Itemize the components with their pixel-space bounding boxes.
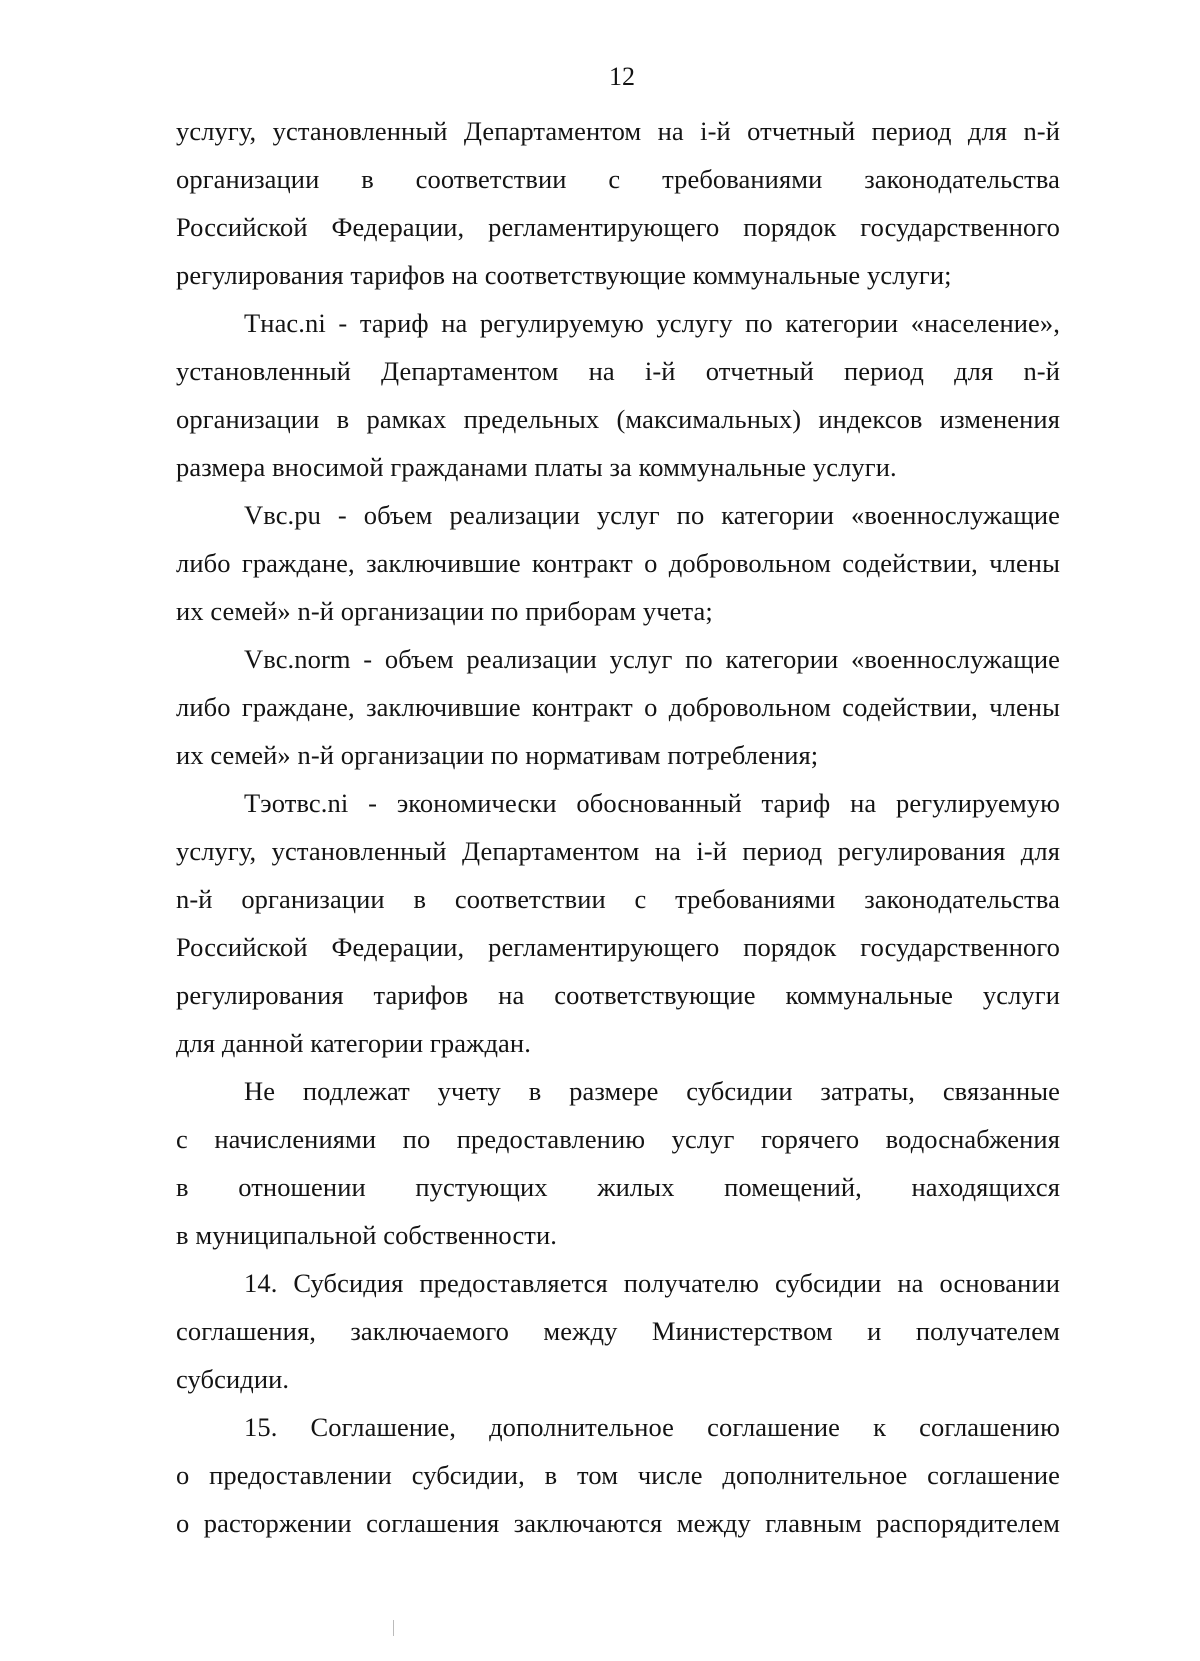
text-line: установленный Департаментом на i-й отчетный период для n-й [176,356,1060,386]
text-line: n-й организации в соответствии с требованиями законодательства [176,884,1060,914]
text-line: субсидии. [176,1364,290,1394]
text-line: размера вносимой гражданами платы за коммунальные услуги. [176,452,897,482]
text-line: Российской Федерации, регламентирующего порядок государственного [176,212,1060,242]
text-line: организации в соответствии с требованиями законодательства [176,164,1060,194]
text-line: о предоставлении субсидии, в том числе дополнительное соглашение [176,1460,1060,1490]
text-line: организации в рамках предельных (максимальных) индексов изменения [176,404,1060,434]
scan-artifact [393,1620,394,1636]
text-line: для данной категории граждан. [176,1028,531,1058]
text-line: соглашения, заключаемого между Министерством и получателем [176,1316,1060,1346]
text-line: о расторжении соглашения заключаются между главным распорядителем [176,1508,1060,1538]
text-line: 14. Субсидия предоставляется получателю субсидии на основании [244,1268,1060,1298]
text-line: услугу, установленный Департаментом на i-й отчетный период для n-й [176,116,1060,146]
text-line: либо граждане, заключившие контракт о добровольном содействии, члены [176,548,1060,578]
text-line: услугу, установленный Департаментом на i-й период регулирования для [176,836,1060,866]
page-number: 12 [609,62,635,91]
text-line: регулирования тарифов на соответствующие коммунальные услуги; [176,260,952,290]
text-line: Vвс.pu - объем реализации услуг по категории «военнослужащие [244,500,1060,530]
text-line: Vвс.norm - объем реализации услуг по категории «военнослужащие [244,644,1060,674]
text-line: с начислениями по предоставлению услуг горячего водоснабжения [176,1124,1060,1154]
text-line: 15. Соглашение, дополнительное соглашение к соглашению [244,1412,1060,1442]
text-line: их семей» n-й организации по нормативам потребления; [176,740,819,770]
text-line: Тэотвс.ni - экономически обоснованный тариф на регулируемую [244,788,1060,818]
text-line: в отношении пустующих жилых помещений, находящихся [176,1172,1060,1202]
text-line: Российской Федерации, регламентирующего порядок государственного [176,932,1060,962]
document-body [176,107,1060,1547]
text-line: их семей» n-й организации по приборам учета; [176,596,713,626]
text-line: либо граждане, заключившие контракт о добровольном содействии, члены [176,692,1060,722]
text-line: в муниципальной собственности. [176,1220,557,1250]
text-line: Не подлежат учету в размере субсидии затраты, связанные [244,1076,1060,1106]
text-line: Тнас.ni - тариф на регулируемую услугу по категории «население», [244,308,1060,338]
text-line: регулирования тарифов на соответствующие коммунальные услуги [176,980,1060,1010]
